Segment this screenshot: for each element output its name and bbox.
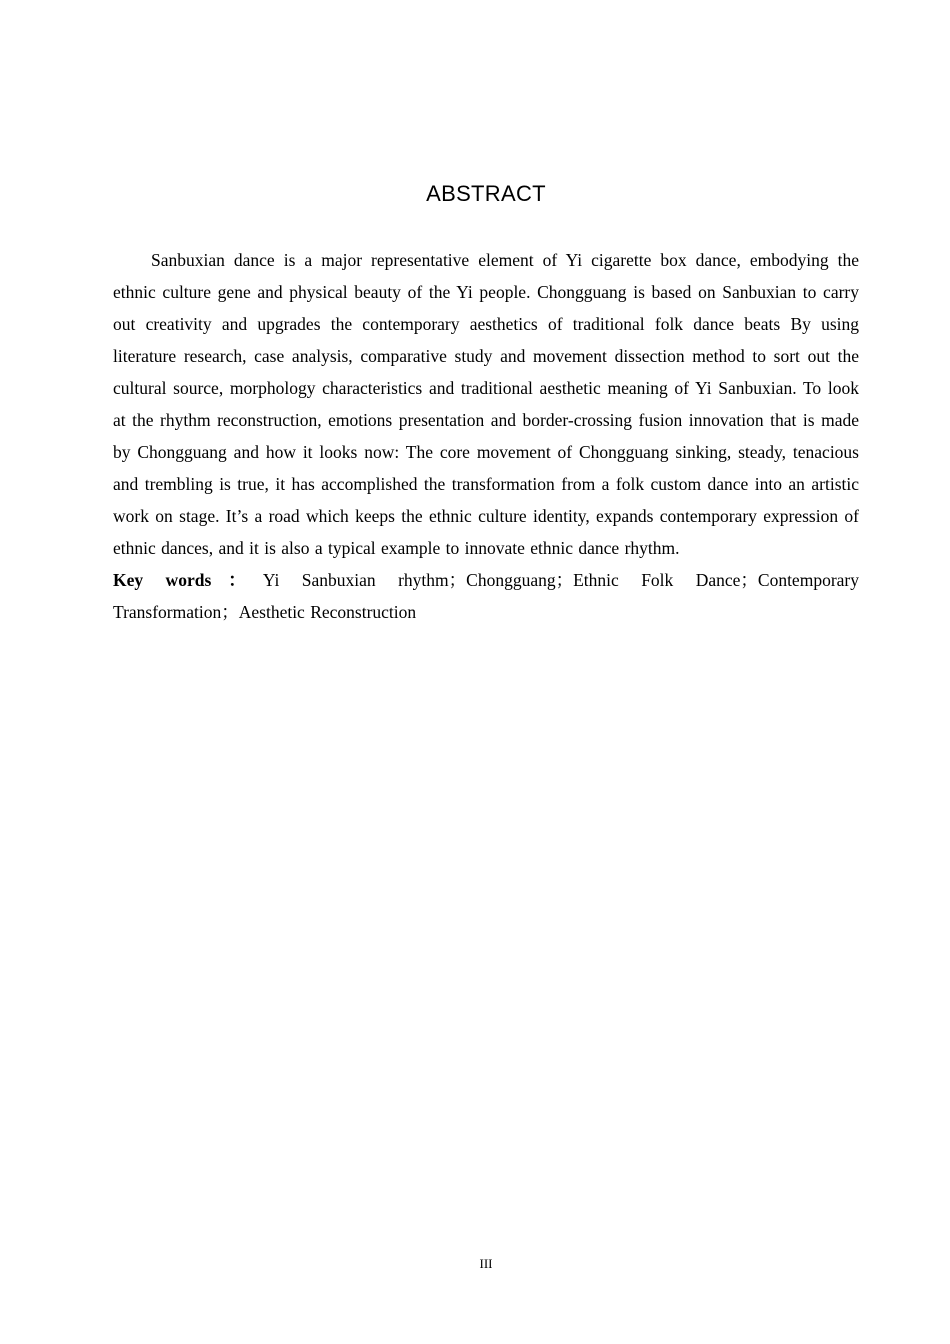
abstract-paragraph: Sanbuxian dance is a major representative element of Yi cigarette box dance, embodying the ethnic culture gene and physical beauty of the Yi people. Chongguang is based on Sanbuxian to carry out creativity and upgrades the contemporary aesthetics of traditional folk dance beats By using literature research, case analysis, comparative study and movement dissection method to sort out the cultural source, morphology characteristics and traditional aesthetic meaning of Yi Sanbuxian. To look at the rhythm reconstruction, emotions presentation and border-crossing fusion innovation that is made by Chongguang and how it looks now: The core movement of Chongguang sinking, steady, tenacious and trembling is true, it has accomplished the transformation from a folk custom dance into an artistic work on stage. It’s a road which keeps the ethnic culture identity, expands contemporary expression of ethnic dances, and it is also a typical example to innovate ethnic dance rhythm. <box>113 250 859 558</box>
page-number: III <box>479 1256 493 1271</box>
keywords-line <box>113 564 859 628</box>
abstract-title: ABSTRACT <box>426 181 546 206</box>
keywords-label: Key words： <box>113 570 263 590</box>
keywords-list: Yi Sanbuxian rhythm；Chongguang；Ethnic Folk Dance；Contemporary Transformation；Aesthetic Reconstruction <box>113 570 859 622</box>
abstract-body <box>113 244 859 628</box>
